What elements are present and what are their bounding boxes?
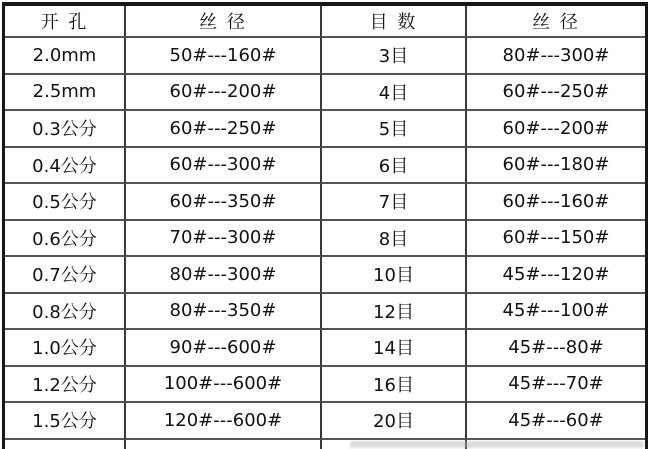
table-cell: 1.2公分 (5, 367, 126, 404)
table-cell: 60#---200# (467, 111, 645, 148)
table-cell: 7目 (322, 184, 467, 221)
table-cell-partial (126, 440, 322, 449)
table-cell: 60#---250# (126, 111, 322, 148)
table-cell: 45#---100# (467, 294, 645, 331)
table-cell: 0.7公分 (5, 257, 126, 294)
table-cell: 0.5公分 (5, 184, 126, 221)
faint-watermark-smudge (350, 441, 644, 448)
table-cell: 2.0mm (5, 38, 126, 75)
table-cell: 20目 (322, 403, 467, 440)
table-cell: 6目 (322, 148, 467, 185)
column-header-wire-diameter-1: 丝 径 (126, 6, 322, 38)
table-cell: 2.5mm (5, 75, 126, 112)
table-cell: 60#---200# (126, 75, 322, 112)
table-cell: 16目 (322, 367, 467, 404)
table-cell: 50#---160# (126, 38, 322, 75)
column-header-mesh-count: 目 数 (322, 6, 467, 38)
table-cell: 1.5公分 (5, 403, 126, 440)
table-cell: 8目 (322, 221, 467, 258)
table-cell: 3目 (322, 38, 467, 75)
table-cell: 0.6公分 (5, 221, 126, 258)
table-cell: 0.8公分 (5, 294, 126, 331)
table-cell: 10目 (322, 257, 467, 294)
table-cell: 80#---300# (467, 38, 645, 75)
table-cell: 60#---300# (126, 148, 322, 185)
table-cell: 60#---250# (467, 75, 645, 112)
table-cell: 14目 (322, 330, 467, 367)
table-cell: 4目 (322, 75, 467, 112)
table-cell: 0.4公分 (5, 148, 126, 185)
table-cell: 80#---350# (126, 294, 322, 331)
table-cell: 90#---600# (126, 330, 322, 367)
table-cell: 0.3公分 (5, 111, 126, 148)
table-cell: 120#---600# (126, 403, 322, 440)
table-cell: 60#---160# (467, 184, 645, 221)
table-cell: 12目 (322, 294, 467, 331)
table-cell: 1.0公分 (5, 330, 126, 367)
table-cell: 60#---180# (467, 148, 645, 185)
table-cell: 60#---150# (467, 221, 645, 258)
table-cell: 45#---120# (467, 257, 645, 294)
table-cell: 80#---300# (126, 257, 322, 294)
table-cell: 60#---350# (126, 184, 322, 221)
table-cell: 45#---70# (467, 367, 645, 404)
table-cell: 5目 (322, 111, 467, 148)
table-cell: 45#---60# (467, 403, 645, 440)
table-cell-partial (5, 440, 126, 449)
table-cell: 70#---300# (126, 221, 322, 258)
table-cell: 100#---600# (126, 367, 322, 404)
column-header-wire-diameter-2: 丝 径 (467, 6, 645, 38)
table-cell: 45#---80# (467, 330, 645, 367)
column-header-opening: 开 孔 (5, 6, 126, 38)
mesh-spec-table (2, 2, 648, 449)
